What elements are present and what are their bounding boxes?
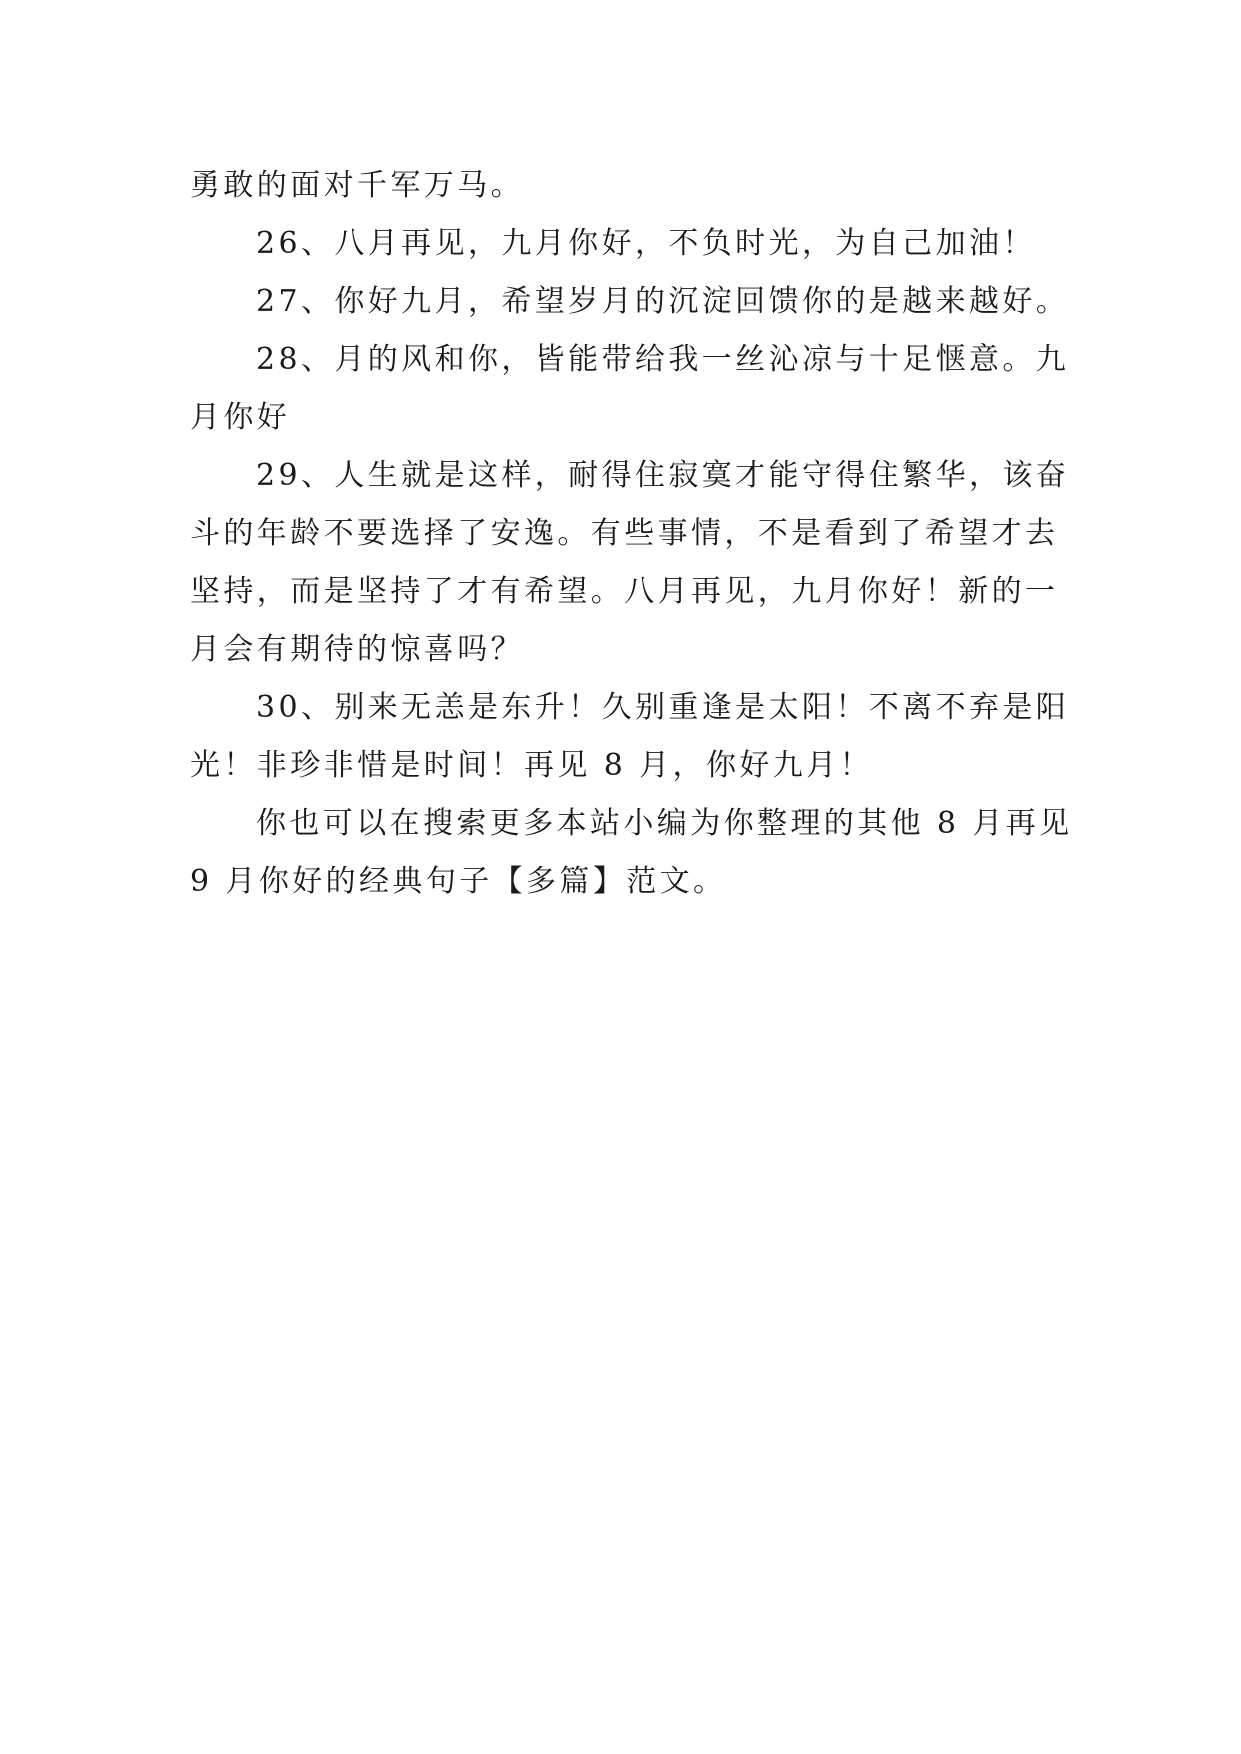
- text-line: 27、你好九月，希望岁月的沉淀回馈你的是越来越好。: [256, 284, 1070, 319]
- text-line: 勇敢的面对千军万马。: [190, 168, 524, 203]
- text-line: 9 月你好的经典句子【多篇】范文。: [190, 864, 727, 899]
- document-body: [190, 157, 1073, 911]
- text-line: 你也可以在搜索更多本站小编为你整理的其他 8 月再见: [256, 806, 1073, 841]
- text-line: 29、人生就是这样，耐得住寂寞才能守得住繁华，该奋: [256, 458, 1070, 493]
- text-line: 26、八月再见，九月你好，不负时光，为自己加油！: [256, 226, 1036, 261]
- text-line: 30、别来无恙是东升！久别重逢是太阳！不离不弃是阳: [256, 690, 1070, 725]
- text-line: 月你好: [190, 400, 291, 435]
- text-line: 月会有期待的惊喜吗？: [190, 632, 524, 667]
- text-line: 光！非珍非惜是时间！再见 8 月，你好九月！: [190, 748, 873, 783]
- text-line: 28、月的风和你，皆能带给我一丝沁凉与十足惬意。九: [256, 342, 1070, 377]
- text-line: 斗的年龄不要选择了安逸。有些事情，不是看到了希望才去: [190, 516, 1059, 551]
- text-line: 坚持，而是坚持了才有希望。八月再见，九月你好！新的一: [190, 574, 1059, 609]
